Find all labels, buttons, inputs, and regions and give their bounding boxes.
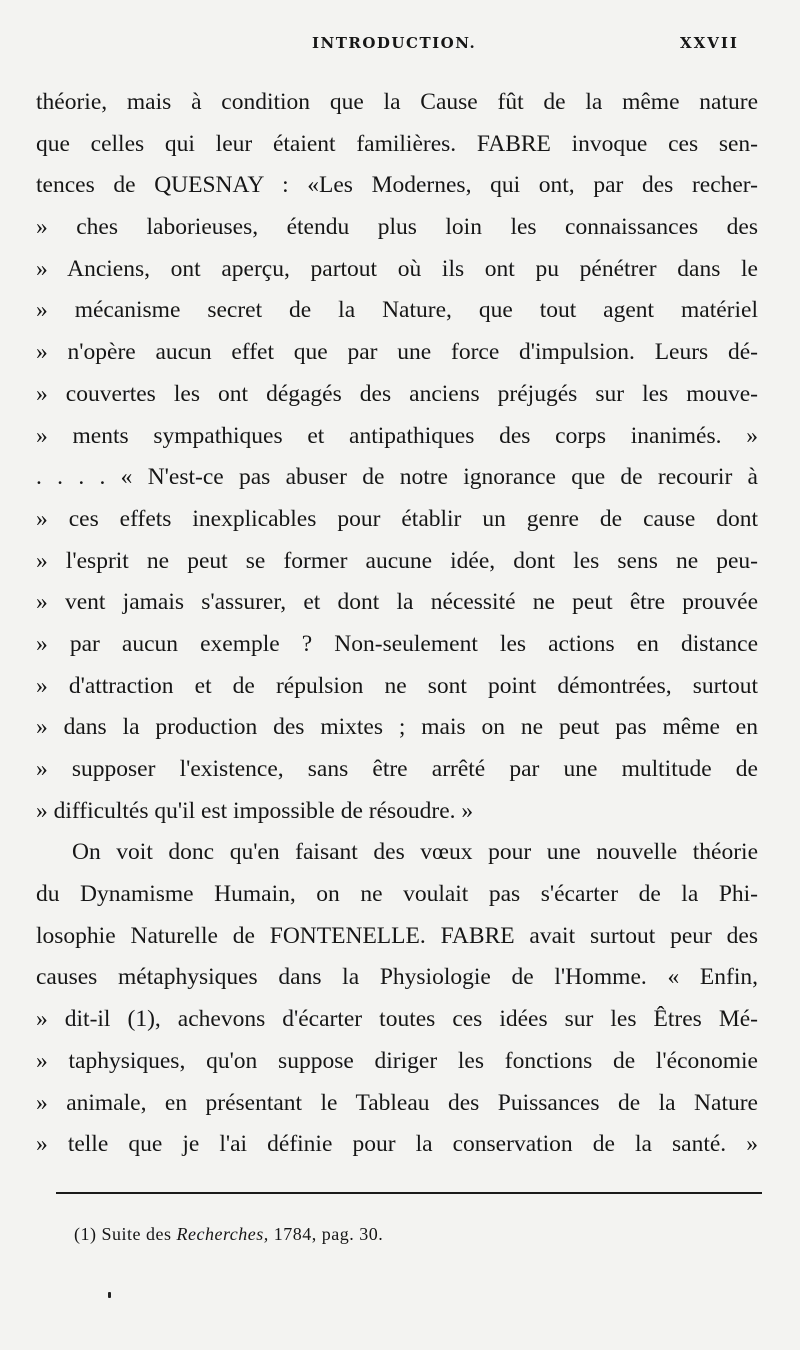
text-line: » d'attraction et de répulsion ne sont point démontrées, surtout — [36, 672, 758, 699]
text-line: » animale, en présentant le Tableau des Puissances de la Nature — [36, 1089, 758, 1116]
text-line: » mécanisme secret de la Nature, que tout agent matériel — [36, 297, 758, 324]
text-line: théorie, mais à condition que la Cause fût de la même nature — [36, 89, 758, 115]
body-text — [36, 82, 758, 1166]
text-line: causes métaphysiques dans la Physiologie de l'Homme. « Enfin, — [36, 964, 758, 991]
text-line: » n'opère aucun effet que par une force d'impulsion. Leurs dé- — [36, 339, 758, 366]
running-title: INTRODUCTION. — [312, 34, 477, 52]
footnote — [74, 1224, 383, 1245]
text-line: » ments sympathiques et antipathiques des corps inanimés. » — [36, 422, 758, 449]
page-number: XXVII — [680, 34, 739, 52]
text-line: losophie Naturelle de FONTENELLE. FABRE avait surtout peur des — [36, 922, 758, 949]
text-line: » ces effets inexplicables pour établir un genre de cause dont — [36, 505, 758, 532]
text-line: » difficultés qu'il est impossible de résoudre. » — [36, 797, 474, 824]
text-line: que celles qui leur étaient familières. FABRE invoque ces sen- — [36, 130, 758, 157]
footnote-rule — [56, 1192, 762, 1194]
page-header — [0, 28, 800, 58]
text-line: » dit-il (1), achevons d'écarter toutes ces idées sur les Êtres Mé- — [36, 1006, 758, 1033]
footnote-title: Recherches, — [176, 1224, 269, 1244]
text-line: » par aucun exemple ? Non-seulement les actions en distance — [36, 630, 758, 657]
text-line: » taphysiques, qu'on suppose diriger les fonctions de l'économie — [36, 1047, 758, 1074]
text-line: » Anciens, ont aperçu, partout où ils ont pu pénétrer dans le — [36, 255, 758, 282]
text-line: du Dynamisme Humain, on ne voulait pas s'écarter de la Phi- — [36, 881, 758, 908]
text-line: tences de QUESNAY : «Les Modernes, qui ont, par des recher- — [36, 172, 758, 199]
text-line: » dans la production des mixtes ; mais on ne peut pas même en — [36, 714, 758, 741]
text-line: » supposer l'existence, sans être arrêté par une multitude de — [36, 756, 758, 782]
ink-speck — [108, 1292, 111, 1298]
text-line: On voit donc qu'en faisant des vœux pour une nouvelle théorie — [72, 839, 758, 866]
text-line: » l'esprit ne peut se former aucune idée, dont les sens ne peu- — [36, 547, 758, 574]
text-line: . . . . « N'est-ce pas abuser de notre ignorance que de recourir à — [36, 464, 758, 491]
footnote-marker: (1) Suite des — [74, 1224, 172, 1244]
text-line: » vent jamais s'assurer, et dont la nécessité ne peut être prouvée — [36, 589, 758, 616]
footnote-citation: 1784, pag. 30. — [273, 1224, 384, 1244]
text-line: » telle que je l'ai définie pour la conservation de la santé. » — [36, 1131, 758, 1158]
text-line: » ches laborieuses, étendu plus loin les connaissances des — [36, 214, 758, 241]
text-line: » couvertes les ont dégagés des anciens préjugés sur les mouve- — [36, 380, 758, 407]
